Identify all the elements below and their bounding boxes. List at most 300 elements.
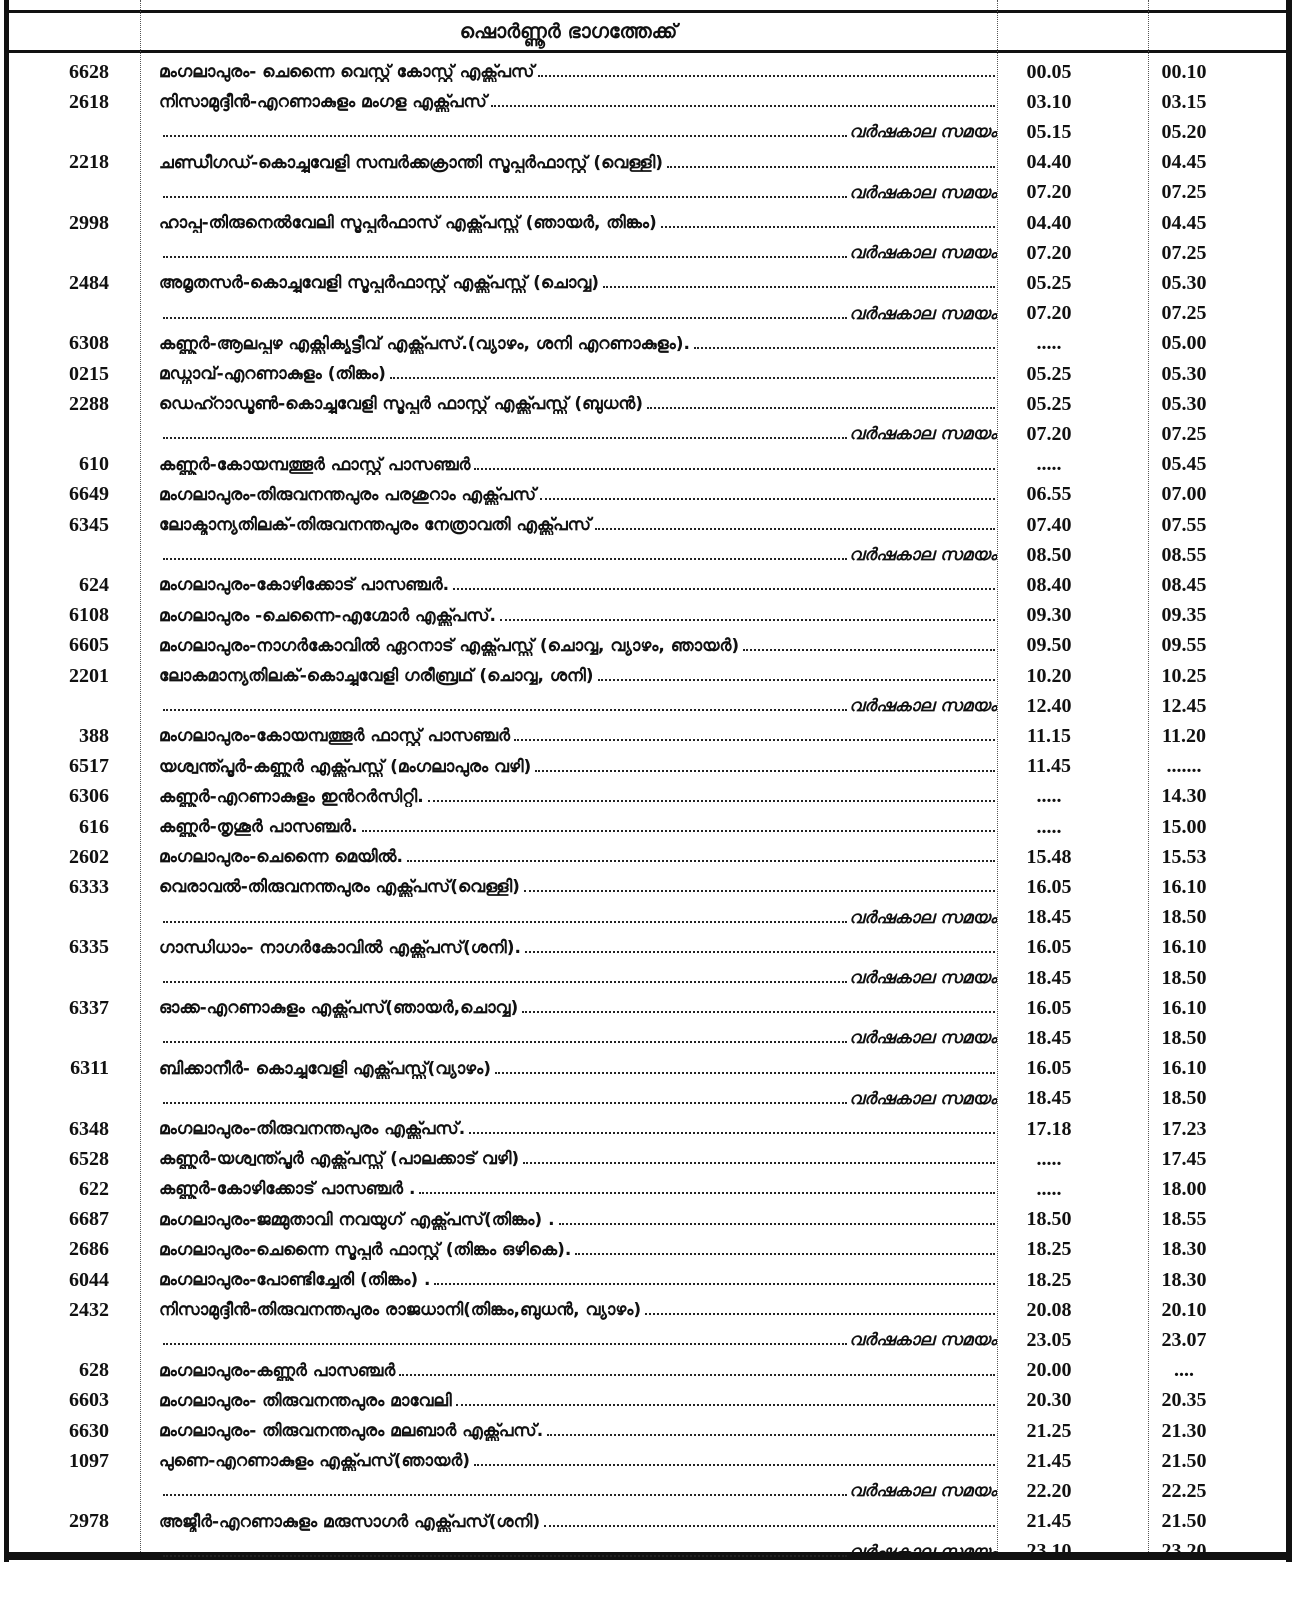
arrival-time: 23.05 (1026, 1328, 1072, 1351)
departure-time: 05.00 (1161, 332, 1207, 355)
dotted-leader (163, 135, 847, 137)
train-name: കണ്ണൂർ-ആലപ്പുഴ എക്സിക്യൂട്ടീവ് എക്സ്പ്രസ്.(വ്യാഴം, ശനി എറണാകുളം). (159, 333, 691, 354)
arrival-time: 07.20 (1026, 422, 1072, 445)
train-name-cell (159, 1270, 997, 1290)
arrival-time: ..... (1036, 1147, 1062, 1170)
train-name: മംഗലാപുരം- ചെന്നൈ വെസ്റ്റ് കോസ്റ്റ് എക്സ്പ്രസ് (159, 62, 535, 82)
departure-time: 18.50 (1161, 1026, 1207, 1049)
train-row (9, 268, 1286, 298)
departure-time: 18.50 (1161, 966, 1207, 989)
dotted-leader (163, 709, 847, 711)
departure-time: 17.23 (1161, 1117, 1207, 1140)
dotted-leader (538, 75, 995, 77)
arrival-time: ..... (1036, 785, 1062, 808)
arrival-time: 11.15 (1027, 724, 1071, 747)
arrival-time: 05.25 (1026, 362, 1072, 385)
train-name-cell (159, 938, 997, 958)
arrival-time: ..... (1036, 1177, 1062, 1200)
train-name: ഗാന്ധിധാം- നാഗർകോവിൽ എക്സ്പ്രസ്(ശനി). (159, 937, 521, 958)
train-name-cell (159, 998, 997, 1018)
arrival-time: 16.05 (1026, 936, 1072, 959)
departure-time: 20.35 (1161, 1389, 1207, 1412)
arrival-time: 16.05 (1026, 1057, 1072, 1080)
train-row (9, 208, 1286, 238)
arrival-time: 18.45 (1026, 1087, 1072, 1110)
monsoon-timing-row (9, 540, 1286, 570)
header-bottom-rule (9, 50, 1286, 53)
train-name-cell (159, 545, 997, 565)
departure-time: 03.15 (1161, 90, 1207, 113)
monsoon-timing-row (9, 1537, 1286, 1567)
dotted-leader (456, 1404, 995, 1406)
train-row (9, 1114, 1286, 1144)
train-name: വെരാവൽ-തിരുവനന്തപുരം എക്സ്പ്രസ്(വെള്ളി) (159, 877, 520, 898)
departure-time: 21.50 (1161, 1510, 1207, 1533)
arrival-time: 16.05 (1026, 996, 1072, 1019)
dotted-leader (603, 286, 995, 288)
train-name: മംഗലാപുരം-കോയമ്പത്തൂർ ഫാസ്റ്റ് പാസഞ്ചർ (159, 726, 510, 747)
dotted-leader (661, 226, 995, 228)
train-number: 6528 (69, 1147, 109, 1170)
dotted-leader (163, 196, 847, 198)
train-name-cell (159, 606, 997, 626)
departure-time: 07.55 (1161, 513, 1207, 536)
train-row (9, 842, 1286, 872)
monsoon-label: വർഷകാല സമയം (849, 545, 997, 566)
departure-time: 05.20 (1161, 120, 1207, 143)
monsoon-label: വർഷകാല സമയം (849, 968, 997, 988)
train-number: 6603 (69, 1389, 109, 1412)
dotted-leader (469, 1132, 995, 1134)
train-name-cell (159, 908, 997, 928)
arrival-time: 18.25 (1026, 1238, 1072, 1261)
departure-time: 18.50 (1161, 1087, 1207, 1110)
monsoon-timing-row (9, 238, 1286, 268)
train-number: 6649 (69, 483, 109, 506)
departure-time: 05.45 (1161, 453, 1207, 476)
train-row (9, 1446, 1286, 1476)
dotted-leader (163, 1494, 847, 1496)
departure-time: ....... (1166, 755, 1202, 778)
train-number: 2484 (69, 271, 109, 294)
train-name: മംഗലാപുരം- തിരുവനന്തപുരം മലബാർ എക്സ്പ്രസ്. (159, 1421, 544, 1441)
arrival-time: 07.20 (1026, 241, 1072, 264)
train-row (9, 480, 1286, 510)
train-row (9, 933, 1286, 963)
dotted-leader (524, 890, 995, 892)
departure-time: 04.45 (1161, 211, 1207, 234)
train-number: 0215 (69, 362, 109, 385)
dotted-leader (407, 860, 995, 862)
train-name-cell (159, 757, 997, 777)
monsoon-label: വർഷകാല സമയം (849, 1481, 997, 1502)
dotted-leader (495, 1072, 995, 1074)
dotted-leader (163, 921, 847, 923)
train-number: 2201 (69, 664, 109, 687)
arrival-time: 21.25 (1026, 1419, 1072, 1442)
train-row (9, 329, 1286, 359)
train-name: മംഗലാപുരം- തിരുവനന്തപുരം മാവേലി (159, 1390, 452, 1411)
train-name: മംഗലാപുരം-ജമ്മുതാവി നവയുഗ് എക്സ്പ്രസ്(തിങ്കം) . (159, 1209, 555, 1230)
arrival-time: 22.20 (1026, 1479, 1072, 1502)
dotted-leader (163, 1102, 847, 1104)
monsoon-timing-row (9, 1476, 1286, 1506)
train-name: മംഗലാപുരം-കോഴിക്കോട് പാസഞ്ചർ. (159, 575, 450, 596)
train-number: 624 (79, 573, 109, 596)
train-row (9, 510, 1286, 540)
monsoon-label: വർഷകാല സമയം (849, 1088, 997, 1109)
train-name: മംഗലാപുരം-തിരുവനന്തപുരം എക്സ്പ്രസ്. (159, 1119, 466, 1139)
train-name: പുണെ-എറണാകുളം എക്സ്പ്രസ്(ഞായർ) (159, 1451, 471, 1472)
departure-time: 15.00 (1161, 815, 1207, 838)
train-row (9, 148, 1286, 178)
train-name-cell (159, 485, 997, 505)
train-name-cell (159, 575, 997, 595)
train-number: 2432 (69, 1298, 109, 1321)
departure-time: 08.55 (1161, 543, 1207, 566)
train-name-cell (159, 1421, 997, 1441)
train-name-cell (159, 1361, 997, 1381)
dotted-leader (535, 770, 995, 772)
train-number: 2218 (69, 151, 109, 174)
departure-time: 18.55 (1161, 1208, 1207, 1231)
train-number: 2602 (69, 845, 109, 868)
train-name-cell (159, 877, 997, 897)
train-number: 616 (79, 815, 109, 838)
train-number: 6335 (69, 936, 109, 959)
train-number: 6308 (69, 332, 109, 355)
dotted-leader (163, 1041, 847, 1043)
train-name: മംഗലാപുരം -ചെന്നൈ-എഗ്മോർ എക്സ്പ്രസ്. (159, 605, 497, 626)
train-name: മംഗലാപുരം-തിരുവനന്തപുരം പരശുറാം എക്സ്പ്രസ് (159, 484, 537, 505)
monsoon-label: വർഷകാല സമയം (849, 122, 997, 143)
train-name-cell (159, 1179, 997, 1199)
arrival-time: 20.00 (1026, 1359, 1072, 1382)
train-row (9, 1054, 1286, 1084)
dotted-leader (163, 317, 847, 319)
train-name-cell (159, 153, 997, 173)
train-number: 6687 (69, 1208, 109, 1231)
arrival-time: 15.48 (1026, 845, 1072, 868)
departure-time: 18.00 (1161, 1177, 1207, 1200)
train-number: 2288 (69, 392, 109, 415)
arrival-time: 10.20 (1026, 664, 1072, 687)
train-row (9, 721, 1286, 751)
dotted-leader (595, 528, 995, 530)
train-row (9, 57, 1286, 87)
departure-time: 18.30 (1161, 1268, 1207, 1291)
dotted-leader (163, 558, 847, 560)
departure-time: 11.20 (1162, 724, 1206, 747)
arrival-time: 21.45 (1026, 1510, 1072, 1533)
monsoon-timing-row (9, 299, 1286, 329)
arrival-time: ..... (1036, 815, 1062, 838)
dotted-leader (559, 1223, 995, 1225)
arrival-time: 05.25 (1026, 271, 1072, 294)
train-name-cell (159, 817, 997, 837)
train-row (9, 1295, 1286, 1325)
train-row (9, 1235, 1286, 1265)
train-row (9, 661, 1286, 691)
train-name-cell (159, 1542, 997, 1562)
departure-time: 07.25 (1161, 422, 1207, 445)
departure-time: 20.10 (1161, 1298, 1207, 1321)
train-name: അമൃതസർ-കൊച്ചുവേളി സൂപ്പർഫാസ്റ്റ് എക്സ്പ്രസ്സ് (ചൊവ്വ) (159, 273, 600, 294)
train-name-cell (159, 1300, 997, 1320)
train-row (9, 87, 1286, 117)
departure-time: 00.10 (1161, 60, 1207, 83)
arrival-time: 11.45 (1027, 755, 1071, 778)
arrival-time: 07.20 (1026, 302, 1072, 325)
departure-time: 07.25 (1161, 241, 1207, 264)
train-number: 2686 (69, 1238, 109, 1261)
dotted-leader (575, 1253, 995, 1255)
train-number: 6108 (69, 604, 109, 627)
train-name: മംഗലാപുരം-നാഗർകോവിൽ ഏറനാട് എക്സ്പ്രസ്സ് (ചൊവ്വ, വ്യാഴം, ഞായർ) (159, 635, 740, 656)
train-name-cell (159, 304, 997, 324)
departure-time: 07.00 (1161, 483, 1207, 506)
train-name-cell (159, 1089, 997, 1109)
train-name: മംഗലാപുരം-കണ്ണൂർ പാസഞ്ചർ (159, 1360, 396, 1381)
train-name-cell (159, 273, 997, 293)
departure-time: 07.25 (1161, 181, 1207, 204)
dotted-leader (523, 1162, 995, 1164)
train-number: 610 (79, 453, 109, 476)
train-row (9, 601, 1286, 631)
train-number: 6337 (69, 996, 109, 1019)
dotted-leader (163, 256, 847, 258)
dotted-leader (362, 830, 995, 832)
train-number: 6333 (69, 875, 109, 898)
arrival-time: 05.15 (1026, 120, 1072, 143)
train-row (9, 872, 1286, 902)
train-name: കണ്ണൂർ-കോയമ്പത്തൂർ ഫാസ്റ്റ് പാസഞ്ചർ (159, 454, 471, 475)
train-row (9, 782, 1286, 812)
dotted-leader (163, 437, 847, 439)
train-number: 1097 (69, 1449, 109, 1472)
dotted-leader (743, 649, 995, 651)
train-row (9, 1144, 1286, 1174)
dotted-leader (514, 739, 995, 741)
departure-time: 07.25 (1161, 302, 1207, 325)
monsoon-timing-row (9, 903, 1286, 933)
departure-time: 15.53 (1161, 845, 1207, 868)
train-name: കണ്ണൂർ-എറണാകുളം ഇൻറർസിറ്റി. (159, 786, 424, 807)
train-name-cell (159, 666, 997, 686)
train-name: ലോക്മാന്യതിലക്-തിരുവനന്തപുരം നേത്രാവതി എക്സ്പ്രസ് (159, 515, 591, 535)
dotted-leader (399, 1374, 995, 1376)
dotted-leader (540, 498, 995, 500)
departure-time: 05.30 (1161, 271, 1207, 294)
departure-time: 12.45 (1161, 694, 1207, 717)
train-number: 6311 (70, 1057, 109, 1080)
train-name: മംഗലാപുരം-ചെന്നൈ മെയിൽ. (159, 847, 403, 868)
dotted-leader (163, 981, 847, 983)
frame-border-right (1286, 0, 1292, 1562)
train-name: കണ്ണൂർ-തൃശൂർ പാസഞ്ചർ. (159, 817, 358, 837)
train-name-cell (159, 122, 997, 142)
train-name: ഹാപ്പ-തിരുനെൽവേലി സൂപ്പർഫാസ് എക്സ്പ്രസ്സ് (ഞായർ, തിങ്കം) (159, 213, 657, 233)
departure-time: 21.50 (1161, 1449, 1207, 1472)
monsoon-timing-row (9, 419, 1286, 449)
arrival-time: 09.50 (1026, 634, 1072, 657)
dotted-leader (598, 679, 995, 681)
monsoon-label: വർഷകാല സമയം (849, 243, 997, 264)
departure-time: 21.30 (1161, 1419, 1207, 1442)
train-number: 6348 (69, 1117, 109, 1140)
train-name-cell (159, 1512, 997, 1532)
train-row (9, 812, 1286, 842)
train-name: മഡ്ഗാവ്-എറണാകുളം (തിങ്കം) (159, 364, 386, 384)
dotted-leader (544, 1525, 995, 1527)
train-number: 6345 (69, 513, 109, 536)
dotted-leader (547, 1434, 995, 1436)
train-name-cell (159, 968, 997, 988)
train-name-cell (159, 92, 997, 112)
departure-time: 23.07 (1161, 1328, 1207, 1351)
train-name: ലോകമാന്യതിലക്-കൊച്ചുവേളി ഗരീബ്രഥ് (ചൊവ്വ, ശനി) (159, 666, 594, 686)
departure-time: 10.25 (1161, 664, 1207, 687)
train-name: മംഗലാപുരം-പോണ്ടിച്ചേരി (തിങ്കം) . (159, 1270, 431, 1290)
arrival-time: 07.40 (1026, 513, 1072, 536)
train-name-cell (159, 726, 997, 746)
train-name-cell (159, 696, 997, 716)
train-name: നിസാമുദ്ദീൻ-എറണാകുളം മംഗള എക്സ്പ്രസ് (159, 92, 487, 113)
train-name-cell (159, 1149, 997, 1169)
monsoon-label: വർഷകാല സമയം (849, 1330, 997, 1351)
train-name-cell (159, 1330, 997, 1350)
dotted-leader (474, 1464, 995, 1466)
train-name-cell (159, 1240, 997, 1260)
arrival-time: 16.05 (1026, 875, 1072, 898)
train-number: 2978 (69, 1510, 109, 1533)
train-name-cell (159, 243, 997, 263)
train-number: 622 (79, 1177, 109, 1200)
departure-time: 14.30 (1161, 785, 1207, 808)
monsoon-timing-row (9, 1084, 1286, 1114)
monsoon-timing-row (9, 117, 1286, 147)
train-name-cell (159, 515, 997, 535)
train-name: മംഗലാപുരം-ചെന്നൈ സൂപ്പർ ഫാസ്റ്റ് (തിങ്കം ഒഴികെ). (159, 1239, 572, 1260)
train-name: കണ്ണൂർ-കോഴിക്കോട് പാസഞ്ചർ . (159, 1179, 416, 1200)
departure-time: 18.50 (1161, 906, 1207, 929)
train-number: 6630 (69, 1419, 109, 1442)
train-number: 6517 (69, 755, 109, 778)
train-name-cell (159, 213, 997, 233)
train-number: 6605 (69, 634, 109, 657)
monsoon-label: വർഷകാല സമയം (849, 182, 997, 203)
arrival-time: 07.20 (1026, 181, 1072, 204)
arrival-time: 12.40 (1026, 694, 1072, 717)
departure-time: 23.20 (1161, 1540, 1207, 1563)
departure-time: 09.35 (1161, 604, 1207, 627)
train-number: 6306 (69, 785, 109, 808)
train-name-cell (159, 1210, 997, 1230)
train-row (9, 1265, 1286, 1295)
train-row (9, 1356, 1286, 1386)
train-row (9, 1416, 1286, 1446)
section-heading: ഷൊർണ്ണൂർ ഭാഗത്തേക്ക് (459, 19, 678, 43)
train-name-cell (159, 1119, 997, 1139)
train-name-cell (159, 1028, 997, 1048)
monsoon-label: വർഷകാല സമയം (849, 696, 997, 717)
dotted-leader (428, 800, 995, 802)
departure-time: 09.55 (1161, 634, 1207, 657)
departure-time: 16.10 (1161, 875, 1207, 898)
arrival-time: ..... (1036, 332, 1062, 355)
dotted-leader (453, 588, 995, 590)
train-row (9, 570, 1286, 600)
monsoon-timing-row (9, 963, 1286, 993)
arrival-time: 18.45 (1026, 1026, 1072, 1049)
arrival-time: 04.40 (1026, 151, 1072, 174)
train-name-cell (159, 334, 997, 354)
arrival-time: 18.45 (1026, 966, 1072, 989)
departure-time: 05.30 (1161, 392, 1207, 415)
arrival-time: 20.08 (1026, 1298, 1072, 1321)
train-row (9, 1507, 1286, 1537)
arrival-time: 23.10 (1026, 1540, 1072, 1563)
dotted-leader (390, 377, 995, 379)
dotted-leader (434, 1283, 995, 1285)
arrival-time: 18.45 (1026, 906, 1072, 929)
train-name: ഓക്ക-എറണാകുളം എക്സ്പ്രസ്(ഞായർ,ചൊവ്വ) (159, 998, 519, 1019)
train-row (9, 1174, 1286, 1204)
dotted-leader (525, 951, 995, 953)
train-number: 2998 (69, 211, 109, 234)
departure-time: 22.25 (1161, 1479, 1207, 1502)
train-name-cell (159, 62, 997, 82)
dotted-leader (419, 1192, 995, 1194)
train-row (9, 993, 1286, 1023)
train-name: യശ്വന്ത്പൂർ-കണ്ണൂർ എക്സ്പ്രസ്സ് (മംഗലാപുരം വഴി) (159, 756, 532, 777)
header-top-rule (9, 10, 1286, 13)
departure-time: 16.10 (1161, 1057, 1207, 1080)
arrival-time: 18.50 (1026, 1208, 1072, 1231)
train-row (9, 631, 1286, 661)
monsoon-label: വർഷകാല സമയം (849, 424, 997, 445)
arrival-time: 05.25 (1026, 392, 1072, 415)
monsoon-label: വർഷകാല സമയം (849, 907, 997, 928)
dotted-leader (163, 1343, 847, 1345)
train-number: 6044 (69, 1268, 109, 1291)
train-name-cell (159, 787, 997, 807)
dotted-leader (694, 347, 995, 349)
departure-time: 16.10 (1161, 996, 1207, 1019)
train-name-cell (159, 394, 997, 414)
departure-time: 17.45 (1161, 1147, 1207, 1170)
dotted-leader (500, 619, 995, 621)
dotted-leader (491, 105, 995, 107)
monsoon-label: വർഷകാല സമയം (849, 303, 997, 324)
arrival-time: 08.50 (1026, 543, 1072, 566)
train-name: ചണ്ഡീഗഡ്-കൊച്ചുവേളി സമ്പർക്കക്രാന്തി സൂപ്പർഫാസ്റ്റ് (വെള്ളി) (159, 152, 664, 173)
monsoon-timing-row (9, 1023, 1286, 1053)
dotted-leader (667, 166, 995, 168)
monsoon-label: വർഷകാല സമയം (849, 1028, 997, 1049)
train-number: 2618 (69, 90, 109, 113)
train-name-cell (159, 1059, 997, 1079)
arrival-time: 00.05 (1026, 60, 1072, 83)
monsoon-timing-row (9, 178, 1286, 208)
monsoon-timing-row (9, 691, 1286, 721)
train-name: നിസാമുദ്ദീൻ-തിരുവനന്തപുരം രാജധാനി(തിങ്കം,ബുധൻ, വ്യാഴം) (159, 1300, 642, 1321)
arrival-time: 04.40 (1026, 211, 1072, 234)
arrival-time: 03.10 (1026, 90, 1072, 113)
departure-time: .... (1174, 1359, 1194, 1382)
train-row (9, 450, 1286, 480)
departure-time: 18.30 (1161, 1238, 1207, 1261)
